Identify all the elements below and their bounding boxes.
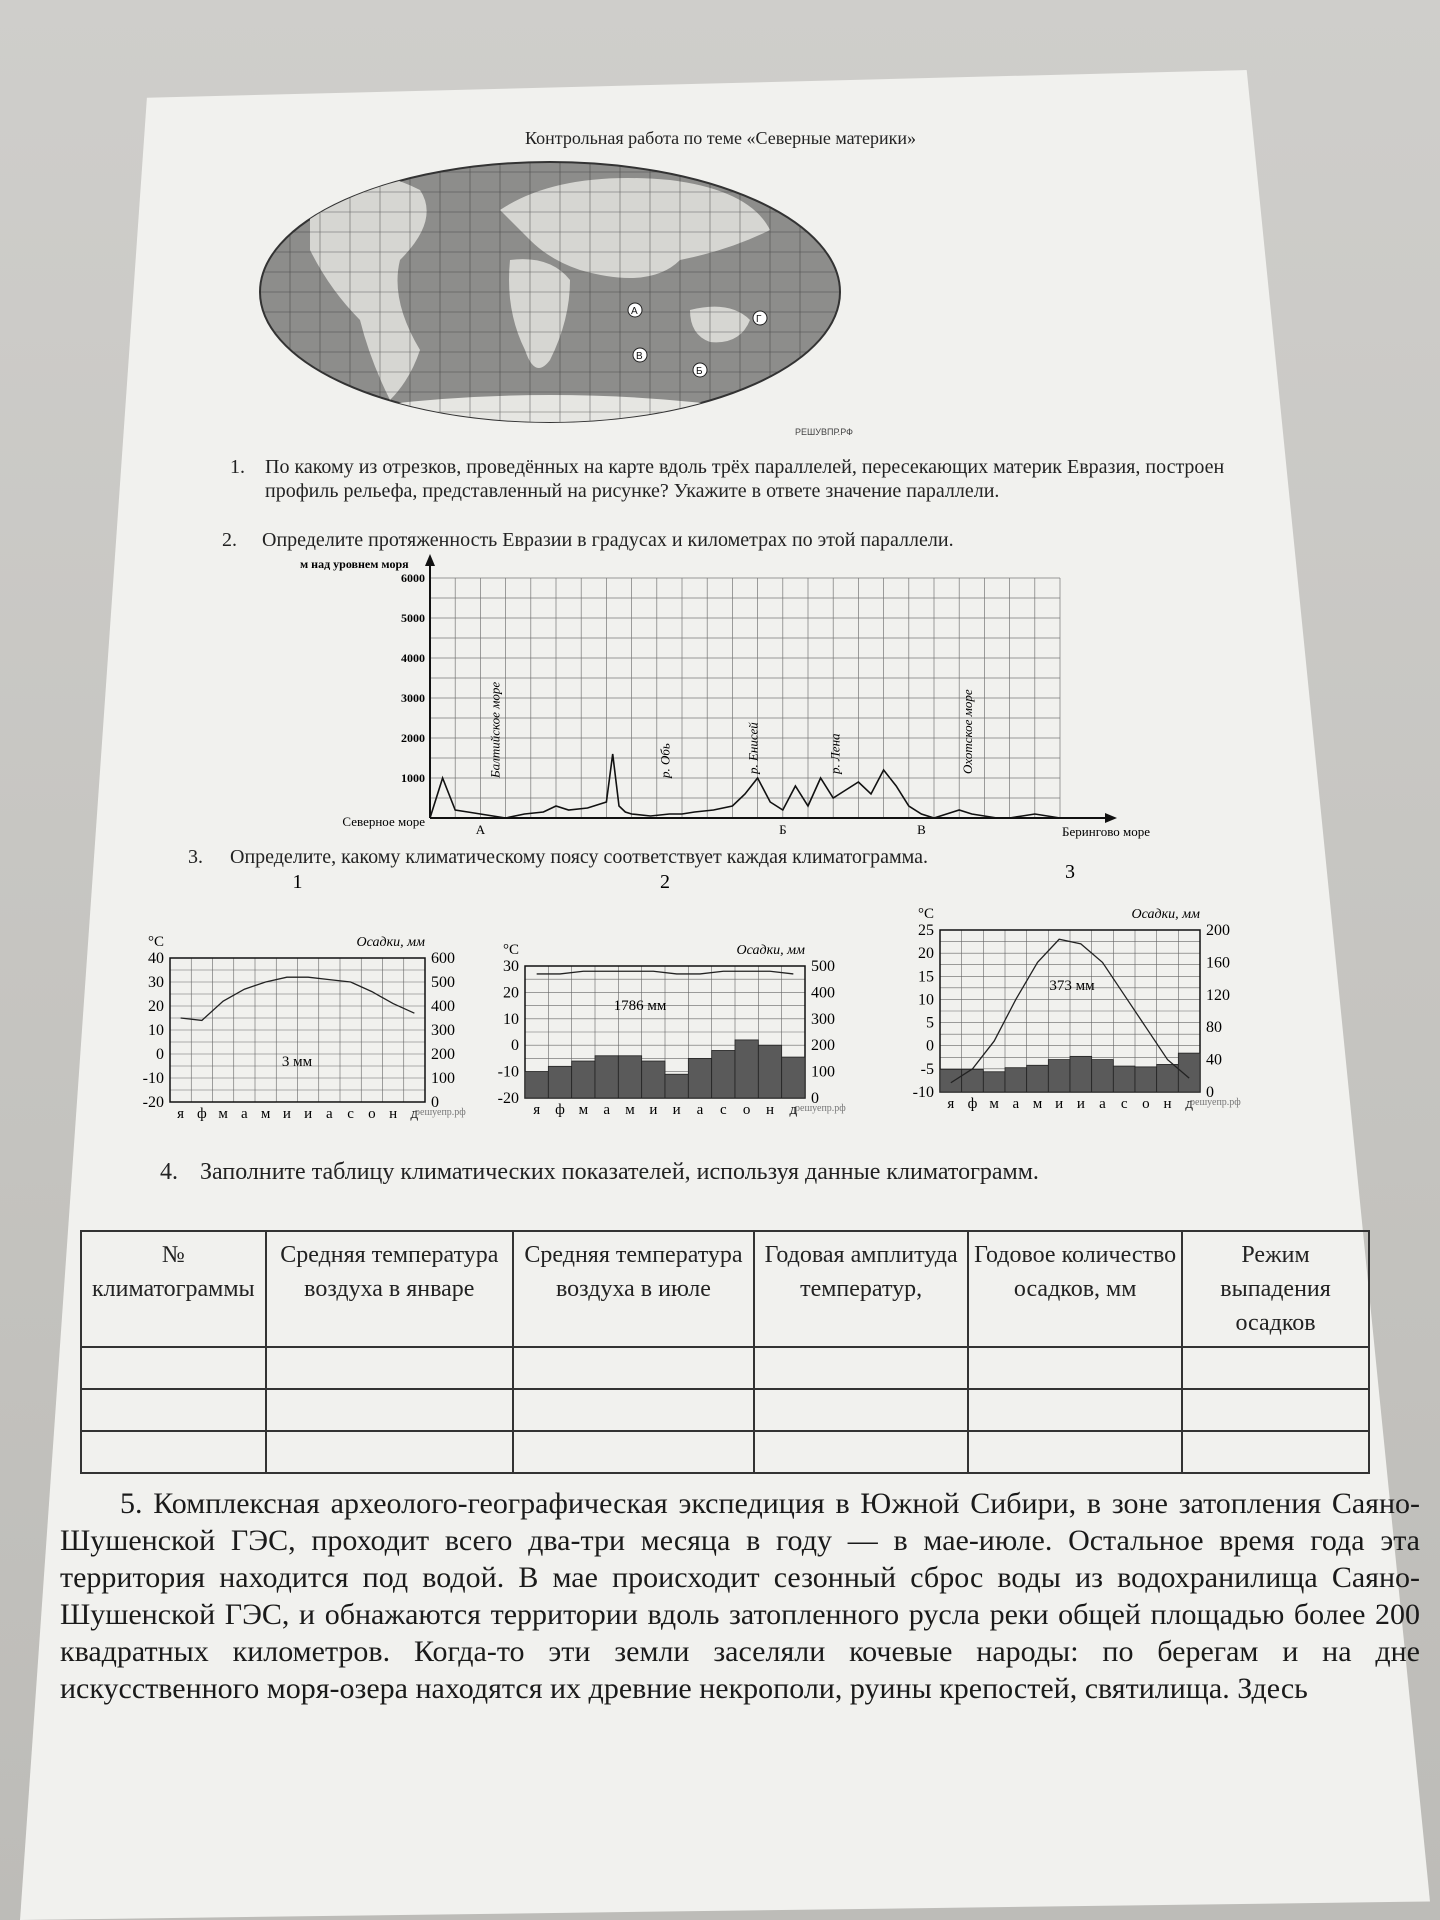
temp-tick-label: -5 (920, 1060, 934, 1078)
precip-tick-label: 80 (1206, 1019, 1222, 1037)
precip-bar (1048, 1060, 1070, 1092)
col-header-jan-temp: Средняя температура воздуха в январе (266, 1231, 513, 1347)
month-label: д (789, 1102, 798, 1118)
precip-bar (642, 1061, 665, 1098)
climatogram-2 (475, 870, 855, 1120)
page-title: Контрольная работа по теме «Северные материки» (525, 128, 917, 148)
y-tick-label: 5000 (401, 611, 425, 625)
month-label: о (742, 1102, 751, 1118)
precip-tick-label: 40 (1206, 1051, 1222, 1069)
map-point-g: Г (756, 314, 762, 325)
chart-watermark: решуепр.рф (795, 1103, 846, 1114)
temp-axis-label: °С (503, 942, 520, 958)
precip-bar (782, 1057, 805, 1098)
temp-axis-label: °С (918, 906, 935, 922)
y-axis-arrow (425, 554, 435, 566)
y-tick-label: 4000 (401, 651, 425, 665)
precip-bar (525, 1072, 548, 1098)
table-cell[interactable] (1182, 1347, 1369, 1389)
annual-precip-label: 373 мм (1049, 978, 1095, 994)
precip-bar (735, 1040, 758, 1098)
table-cell[interactable] (754, 1431, 968, 1473)
month-label: а (241, 1106, 248, 1122)
month-label: н (1163, 1096, 1172, 1112)
table-cell[interactable] (513, 1389, 754, 1431)
table-cell[interactable] (1182, 1431, 1369, 1473)
precip-tick-label: 0 (431, 1094, 439, 1111)
table-cell[interactable] (81, 1431, 266, 1473)
col-header-amplitude: Годовая амплитуда температур, (754, 1231, 968, 1347)
temp-tick-label: -20 (142, 1094, 164, 1111)
precip-bar (1027, 1065, 1049, 1092)
profile-annotation: р. Лена (827, 733, 843, 774)
month-label: а (326, 1106, 333, 1122)
temp-tick-label: 40 (148, 950, 164, 967)
climatogram-number: 3 (1065, 861, 1075, 883)
table-cell[interactable] (968, 1347, 1182, 1389)
climate-table (80, 1230, 1370, 1474)
precip-bar (962, 1069, 984, 1092)
temp-axis-label: °С (148, 934, 165, 950)
month-label: и (672, 1102, 681, 1118)
precip-bar (758, 1045, 781, 1098)
temp-tick-label: 5 (926, 1014, 934, 1032)
precip-bar (1070, 1056, 1092, 1092)
month-label: д (410, 1106, 419, 1122)
table-cell[interactable] (266, 1431, 513, 1473)
table-cell[interactable] (513, 1431, 754, 1473)
profile-annotation: Охотское море (959, 689, 975, 774)
world-map (250, 150, 853, 440)
x-axis-arrow (1105, 813, 1117, 823)
month-label: и (649, 1102, 658, 1118)
month-label: н (765, 1102, 775, 1118)
temp-tick-label: -10 (142, 1070, 164, 1087)
col-header-precip: Годовое количество осадков, мм (968, 1231, 1182, 1347)
temp-tick-label: 20 (918, 945, 934, 963)
y-tick-label: 2000 (401, 731, 425, 745)
table-row (81, 1347, 1369, 1389)
table-cell[interactable] (968, 1389, 1182, 1431)
temp-tick-label: 10 (148, 1022, 164, 1039)
climatogram-number: 2 (660, 871, 670, 893)
month-label: ф (555, 1102, 565, 1118)
month-label: а (1099, 1096, 1106, 1112)
climatogram-3 (890, 860, 1260, 1120)
precip-bar (548, 1066, 571, 1098)
precip-tick-label: 600 (431, 950, 455, 967)
precip-tick-label: 200 (811, 1037, 835, 1055)
month-label: м (1032, 1096, 1043, 1112)
month-label: я (177, 1106, 185, 1122)
map-point-a: А (631, 306, 638, 317)
precip-bar (618, 1056, 641, 1098)
precip-tick-label: 100 (811, 1063, 835, 1081)
temp-tick-label: 25 (918, 922, 934, 939)
y-tick-label: 1000 (401, 771, 425, 785)
table-cell[interactable] (266, 1347, 513, 1389)
profile-annotation: Балтийское море (487, 681, 503, 778)
month-label: м (218, 1106, 228, 1122)
precip-tick-label: 400 (811, 984, 835, 1002)
month-label: м (578, 1102, 589, 1118)
segment-mark: В (917, 822, 926, 837)
month-label: м (989, 1096, 999, 1112)
q2-number: 2. (222, 529, 237, 551)
table-cell[interactable] (754, 1389, 968, 1431)
month-label: о (1142, 1096, 1150, 1112)
precip-tick-label: 160 (1206, 954, 1230, 972)
x-start-label: Северное море (342, 814, 425, 829)
month-label: а (1012, 1096, 1020, 1112)
precip-tick-label: 200 (1206, 922, 1230, 939)
col-header-number: № климатограммы (81, 1231, 266, 1347)
month-label: а (696, 1102, 704, 1118)
climatogram-number: 1 (292, 871, 303, 893)
month-label: д (1185, 1096, 1193, 1112)
table-cell[interactable] (81, 1347, 266, 1389)
precip-axis-label: Осадки, мм (1131, 907, 1200, 922)
temp-tick-label: 0 (926, 1037, 934, 1055)
precip-tick-label: 500 (431, 974, 455, 991)
month-label: с (719, 1102, 727, 1118)
month-label: а (603, 1102, 611, 1118)
temp-tick-label: 0 (156, 1046, 164, 1063)
precip-tick-label: 120 (1206, 986, 1230, 1004)
temp-tick-label: 20 (503, 984, 519, 1002)
precip-tick-label: 300 (431, 1022, 455, 1039)
month-label: я (533, 1102, 541, 1118)
y-tick-label: 6000 (401, 571, 425, 585)
precip-bar (1135, 1067, 1157, 1092)
precip-bar (688, 1058, 711, 1098)
q4-text: Заполните таблицу климатических показателей, используя данные климатограмм. (200, 1159, 1039, 1185)
precip-bar (1157, 1064, 1179, 1092)
table-cell[interactable] (266, 1389, 513, 1431)
temp-tick-label: 10 (918, 991, 934, 1009)
month-label: я (947, 1096, 955, 1112)
col-header-regime: Режим выпадения осадков (1182, 1231, 1369, 1347)
month-label: н (389, 1106, 398, 1122)
table-row (81, 1431, 1369, 1473)
month-label: и (1055, 1096, 1064, 1112)
profile-annotation: р. Енисей (745, 722, 761, 774)
q5-paragraph: 5. Комплексная археолого-географическая экспедиция в Южной Сибири, в зоне затопления Саяно-Шушенской ГЭС, проходит всего два-три месяца в году — в мае-июле. Остальное время года эта территория находится под водой. В мае происходит сезонный сброс воды из водохранилища Саяно-Шушенской ГЭС, и обнажаются территории вдоль затопленного русла реки общей площадью более 200 квадратных километров. Когда-то эти земли заселяли кочевые народы: по берегам и на дне искусственного моря-озера находятся их древние некрополи, руины крепостей, святилища. Здесь (60, 1487, 1420, 1705)
precip-bar (940, 1069, 962, 1092)
month-label: м (260, 1106, 271, 1122)
temp-tick-label: 30 (503, 958, 519, 975)
relief-profile-chart (290, 550, 1150, 840)
climatogram-1 (125, 870, 465, 1120)
month-label: ф (197, 1106, 207, 1122)
y-tick-label: 3000 (401, 691, 425, 705)
month-label: ф (967, 1096, 978, 1112)
segment-mark: А (475, 822, 486, 837)
q2-text: Определите протяженность Евразии в градусах и километрах по этой параллели. (262, 529, 954, 551)
q3-number: 3. (188, 846, 203, 868)
segment-mark: Б (779, 822, 787, 837)
annual-precip-label: 3 мм (281, 1054, 313, 1070)
precip-bar (1005, 1068, 1027, 1092)
precip-tick-label: 500 (811, 958, 835, 975)
chart-watermark: решуепр.рф (415, 1107, 466, 1118)
y-axis-title: м над уровнем моря (300, 557, 409, 571)
temp-tick-label: 30 (148, 974, 164, 991)
annual-precip-label: 1786 мм (613, 998, 667, 1014)
month-label: и (1076, 1096, 1085, 1112)
precip-axis-label: Осадки, мм (356, 935, 425, 950)
precip-bar (1092, 1060, 1114, 1092)
table-cell[interactable] (1182, 1389, 1369, 1431)
precip-bar (712, 1050, 735, 1098)
precip-tick-label: 400 (431, 998, 455, 1015)
q1-number: 1. (230, 456, 245, 478)
map-point-b: Б (696, 366, 703, 377)
q3-text: Определите, какому климатическому поясу соответствует каждая климатограмма. (230, 846, 929, 868)
precip-tick-label: 0 (811, 1090, 819, 1107)
col-header-jul-temp: Средняя температура воздуха в июле (513, 1231, 754, 1347)
precip-tick-label: 0 (1206, 1084, 1214, 1101)
month-label: о (368, 1106, 376, 1122)
table-cell[interactable] (513, 1347, 754, 1389)
chart-watermark: решуепр.рф (1190, 1097, 1241, 1108)
month-label: с (347, 1106, 354, 1122)
precip-tick-label: 100 (431, 1070, 455, 1087)
temp-tick-label: 15 (918, 968, 934, 986)
precip-bar (1113, 1066, 1135, 1092)
table-row (81, 1389, 1369, 1431)
month-label: м (625, 1102, 635, 1118)
temp-tick-label: 10 (503, 1010, 519, 1028)
temp-tick-label: -10 (912, 1084, 934, 1101)
temp-tick-label: 20 (148, 998, 164, 1015)
temp-tick-label: -10 (497, 1063, 519, 1081)
precip-tick-label: 200 (431, 1046, 455, 1063)
precip-bar (665, 1074, 688, 1098)
precip-bar (572, 1061, 595, 1098)
month-label: и (282, 1106, 291, 1122)
precip-bar (1178, 1053, 1200, 1092)
map-point-v: В (636, 351, 643, 362)
x-end-label: Берингово море (1062, 824, 1150, 839)
precip-axis-label: Осадки, мм (736, 943, 805, 958)
temp-tick-label: 0 (511, 1037, 519, 1055)
profile-annotation: р. Обь (657, 743, 673, 778)
table-cell[interactable] (968, 1431, 1182, 1473)
q4-number: 4. (160, 1159, 178, 1185)
table-cell[interactable] (81, 1389, 266, 1431)
month-label: и (304, 1106, 313, 1122)
map-watermark: РЕШУВПР.РФ (795, 427, 853, 437)
table-cell[interactable] (754, 1347, 968, 1389)
precip-bar (595, 1056, 618, 1098)
precip-bar (983, 1072, 1005, 1092)
precip-tick-label: 300 (811, 1010, 835, 1028)
month-label: с (1120, 1096, 1128, 1112)
temp-tick-label: -20 (497, 1090, 519, 1107)
q1-text: По какому из отрезков, проведённых на карте вдоль трёх параллелей, пересекающих материк Евразия, построен профиль рельефа, представленный на рисунке? Укажите в ответе значение параллели. (265, 456, 1225, 502)
